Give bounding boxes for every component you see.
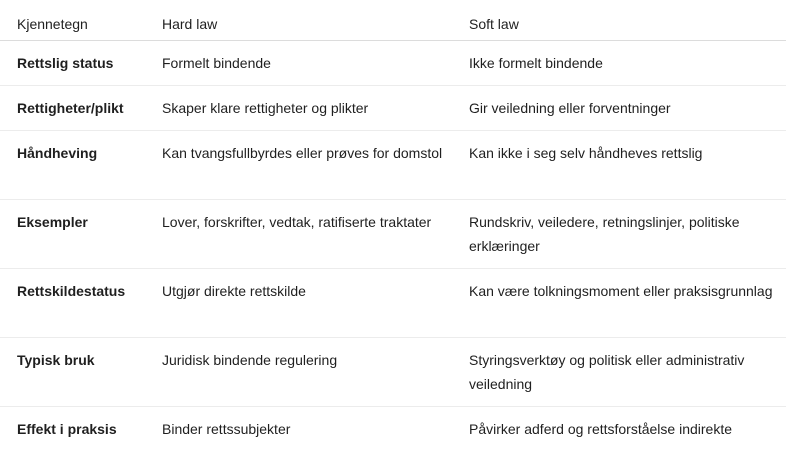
- soft-law-cell: Rundskriv, veiledere, retningslinjer, politiske erklæringer: [469, 214, 740, 254]
- feature-cell: Håndheving: [17, 145, 98, 161]
- header-kjennetegn: Kjennetegn: [17, 16, 88, 32]
- hard-law-cell: Lover, forskrifter, vedtak, ratifiserte traktater: [162, 214, 432, 230]
- hard-law-cell: Formelt bindende: [162, 55, 271, 71]
- header-soft-law: Soft law: [469, 16, 519, 32]
- feature-cell: Eksempler: [17, 214, 88, 230]
- hard-law-cell: Juridisk bindende regulering: [162, 352, 338, 368]
- table-row: [0, 269, 786, 338]
- feature-cell: Effekt i praksis: [17, 421, 117, 437]
- hard-law-cell: Kan tvangsfullbyrdes eller prøves for domstol: [162, 145, 443, 161]
- soft-law-cell: Gir veiledning eller forventninger: [469, 100, 671, 116]
- feature-cell: Typisk bruk: [17, 352, 95, 368]
- soft-law-cell: Kan være tolkningsmoment eller praksisgrunnlag: [469, 283, 773, 299]
- soft-law-cell: Ikke formelt bindende: [469, 55, 603, 71]
- soft-law-cell: Påvirker adferd og rettsforståelse indirekte: [469, 421, 733, 437]
- feature-cell: Rettigheter/plikt: [17, 100, 124, 116]
- table-row: [0, 338, 786, 407]
- feature-cell: Rettslig status: [17, 55, 114, 71]
- table-row: [0, 407, 786, 452]
- table-header: [0, 0, 786, 41]
- soft-law-cell: Styringsverktøy og politisk eller administrativ veiledning: [469, 352, 745, 392]
- header-hard-law: Hard law: [162, 16, 218, 32]
- hard-law-cell: Skaper klare rettigheter og plikter: [162, 100, 369, 116]
- table-row: [0, 200, 786, 269]
- hard-law-cell: Binder rettssubjekter: [162, 421, 291, 437]
- table-row: [0, 86, 786, 131]
- table-row: [0, 41, 786, 86]
- feature-cell: Rettskildestatus: [17, 283, 126, 299]
- soft-law-cell: Kan ikke i seg selv håndheves rettslig: [469, 145, 703, 161]
- hard-law-cell: Utgjør direkte rettskilde: [162, 283, 306, 299]
- table-row: [0, 131, 786, 200]
